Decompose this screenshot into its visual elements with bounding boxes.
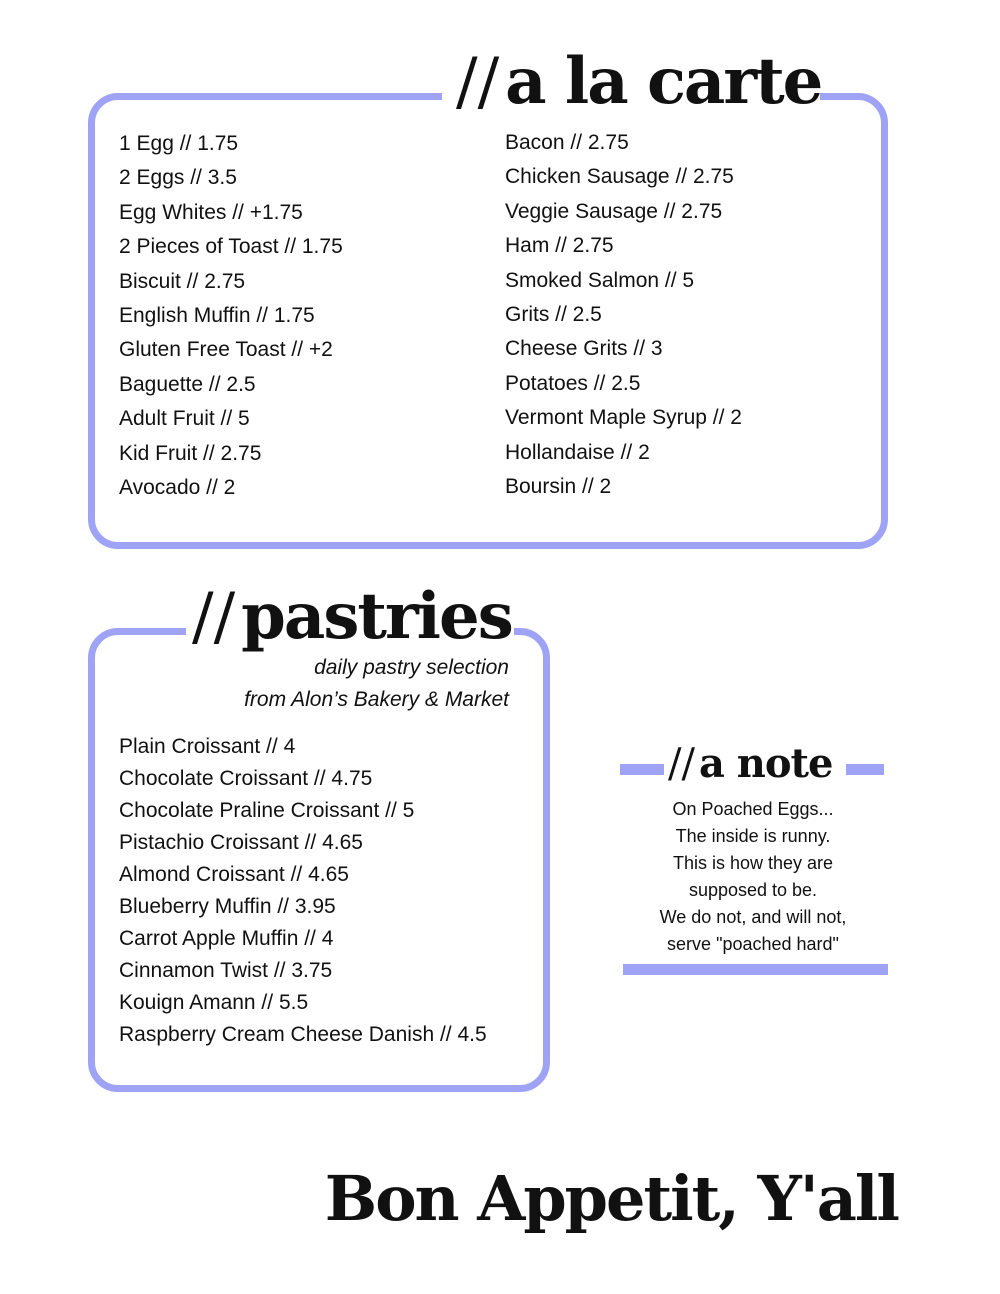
list-item: Pistachio Croissant // 4.65 — [119, 831, 363, 854]
list-item: English Muffin // 1.75 — [119, 303, 315, 327]
note-bar-bottom — [623, 964, 888, 975]
list-item: 1 Egg // 1.75 — [119, 132, 239, 155]
list-item: 2 Pieces of Toast // 1.75 — [119, 235, 343, 259]
list-item: Adult Fruit // 5 — [119, 407, 250, 431]
list-item: Vermont Maple Syrup // 2 — [505, 406, 742, 430]
list-item: Smoked Salmon // 5 — [505, 268, 695, 292]
list-item: Cinnamon Twist // 3.75 — [119, 959, 333, 982]
alacarte-heading-slashes: // — [456, 45, 500, 119]
list-item: Blueberry Muffin // 3.95 — [119, 895, 336, 918]
alacarte-heading — [456, 44, 822, 119]
list-item: Hollandaise // 2 — [505, 440, 650, 464]
list-item: Cheese Grits // 3 — [505, 337, 663, 361]
note-line: On Poached Eggs... — [672, 799, 834, 819]
list-item: Gluten Free Toast // +2 — [119, 338, 333, 362]
list-item: Chicken Sausage // 2.75 — [505, 165, 734, 189]
note-bar-left — [620, 764, 664, 775]
note-bar-right — [846, 764, 884, 775]
list-item: Raspberry Cream Cheese Danish // 4.5 — [119, 1023, 487, 1046]
note-line: This is how they are — [672, 853, 834, 873]
list-item: Chocolate Praline Croissant // 5 — [119, 799, 415, 822]
note-heading-slashes: // — [668, 741, 695, 787]
list-item: Biscuit // 2.75 — [119, 269, 246, 293]
note-line: supposed to be. — [688, 880, 818, 900]
note-body — [620, 796, 886, 958]
pastries-subtitle-line1: daily pastry selection — [314, 656, 509, 679]
list-item: Plain Croissant // 4 — [119, 735, 296, 758]
list-item: Chocolate Croissant // 4.75 — [119, 767, 373, 790]
note-line: serve "poached hard" — [667, 934, 839, 954]
pastries-heading-text: pastries — [241, 579, 512, 654]
alacarte-left-list — [119, 130, 343, 508]
list-item: Kid Fruit // 2.75 — [119, 441, 262, 465]
note-line: The inside is runny. — [675, 826, 831, 846]
signoff-text: Bon Appetit, Y'all — [324, 1162, 898, 1235]
alacarte-heading-text: a la carte — [505, 44, 822, 119]
list-item: Ham // 2.75 — [505, 234, 614, 258]
list-item: Kouign Amann // 5.5 — [119, 991, 309, 1014]
list-item: Grits // 2.5 — [505, 302, 602, 326]
list-item: Boursin // 2 — [505, 474, 612, 498]
pastries-list — [119, 733, 487, 1053]
list-item: Avocado // 2 — [119, 475, 236, 499]
note-heading — [668, 740, 833, 787]
list-item: 2 Eggs // 3.5 — [119, 166, 237, 190]
pastries-subtitle-line2: from Alon’s Bakery & Market — [244, 688, 509, 711]
pastries-heading-slashes: // — [192, 580, 236, 654]
list-item: Baguette // 2.5 — [119, 372, 256, 396]
list-item: Egg Whites // +1.75 — [119, 200, 303, 224]
note-line: We do not, and will not, — [659, 907, 847, 927]
pastries-heading — [192, 579, 512, 654]
list-item: Potatoes // 2.5 — [505, 371, 641, 395]
alacarte-right-list — [505, 129, 742, 507]
list-item: Bacon // 2.75 — [505, 131, 629, 154]
list-item: Veggie Sausage // 2.75 — [505, 199, 723, 223]
note-heading-text: a note — [698, 740, 833, 787]
list-item: Almond Croissant // 4.65 — [119, 863, 349, 886]
list-item: Carrot Apple Muffin // 4 — [119, 927, 334, 950]
